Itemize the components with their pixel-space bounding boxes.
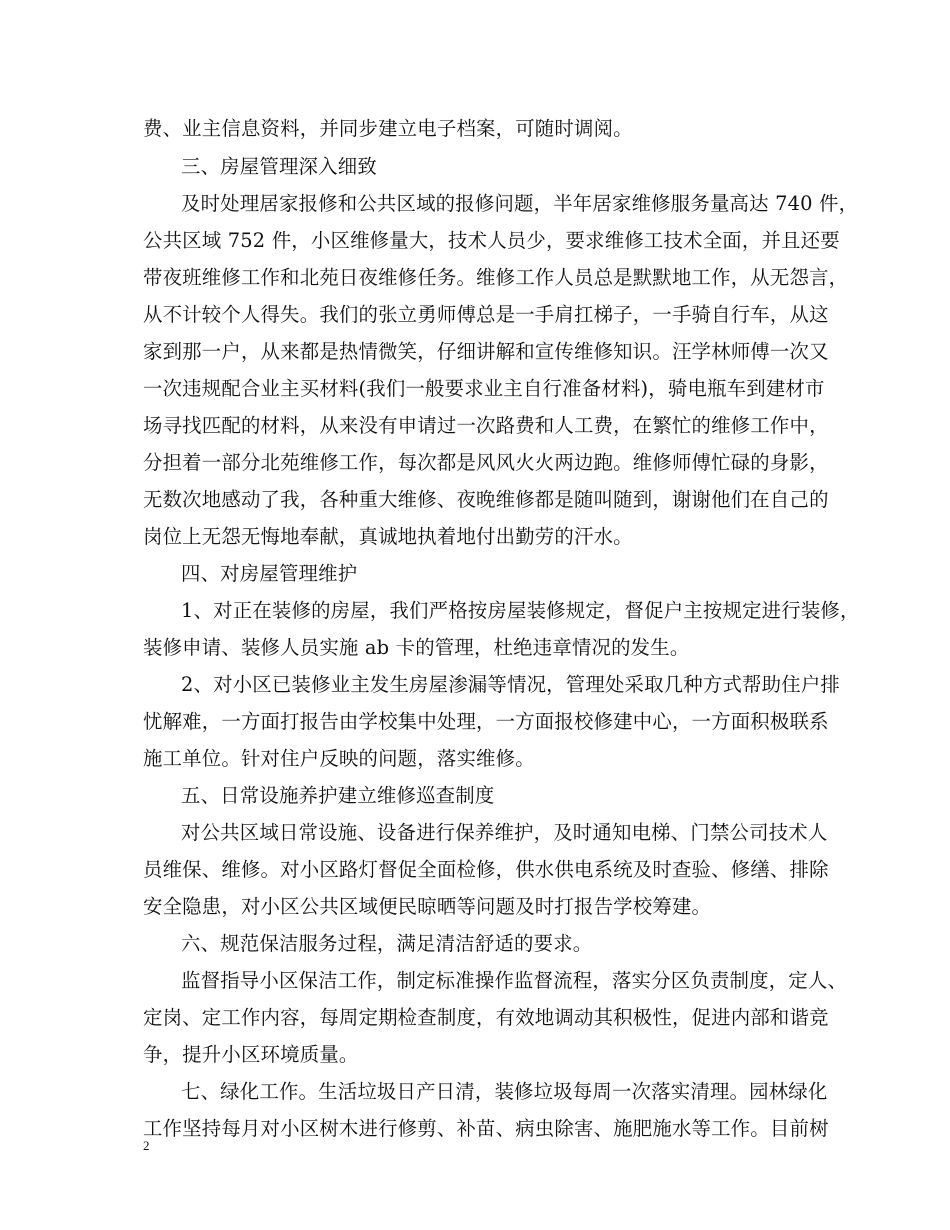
text-line: 定岗、定工作内容，每周定期检查制度，有效地调动其积极性，促进内部和谐竞 [143, 1006, 829, 1029]
text-line: 忧解难，一方面打报告由学校集中处理，一方面报校修建中心，一方面积极联系 [143, 710, 829, 733]
text-line: 一次违规配合业主买材料(我们一般要求业主自行准备材料)，骑电瓶车到建材市 [143, 377, 825, 400]
text-line: 争，提升小区环境质量。 [143, 1043, 359, 1066]
section-heading: 三、房屋管理深入细致 [181, 155, 377, 178]
section-heading: 七、绿化工作。生活垃圾日产日清，装修垃圾每周一次落实清理。园林绿化 [181, 1080, 828, 1103]
text-line: 1、对正在装修的房屋，我们严格按房屋装修规定，督促户主按规定进行装修， [181, 599, 860, 622]
section-heading: 四、对房屋管理维护 [181, 562, 358, 585]
section-heading: 五、日常设施养护建立维修巡查制度 [181, 784, 495, 807]
section-heading: 六、规范保洁服务过程，满足清洁舒适的要求。 [181, 932, 593, 955]
text-line: 岗位上无怨无悔地奉献，真诚地执着地付出勤劳的汗水。 [143, 525, 633, 548]
text-line: 工作坚持每月对小区树木进行修剪、补苗、病虫除害、施肥施水等工作。目前树 [143, 1117, 829, 1140]
text-line: 施工单位。针对住户反映的问题，落实维修。 [143, 747, 535, 770]
text-line: 监督指导小区保洁工作，制定标准操作监督流程，落实分区负责制度，定人、 [181, 969, 848, 992]
text-line: 从不计较个人得失。我们的张立勇师傅总是一手肩扛梯子，一手骑自行车，从这 [143, 303, 829, 326]
text-line: 2、对小区已装修业主发生房屋渗漏等情况，管理处采取几种方式帮助住户排 [181, 673, 841, 696]
text-line: 家到那一户，从来都是热情微笑，仔细讲解和宣传维修知识。汪学林师傅一次又 [143, 340, 829, 363]
text-line: 及时处理居家报修和公共区域的报修问题，半年居家维修服务量高达 740 件， [181, 192, 859, 215]
text-line: 场寻找匹配的材料，从来没有申请过一次路费和人工费，在繁忙的维修工作中， [143, 414, 829, 437]
text-line: 费、业主信息资料，并同步建立电子档案，可随时调阅。 [143, 117, 633, 140]
text-line: 安全隐患，对小区公共区域便民晾晒等问题及时打报告学校筹建。 [143, 895, 712, 918]
text-line: 无数次地感动了我，各种重大维修、夜晚维修都是随叫随到，谢谢他们在自己的 [143, 488, 829, 511]
text-line: 带夜班维修工作和北苑日夜维修任务。维修工作人员总是默默地工作，从无怨言， [143, 266, 849, 289]
text-line: 装修申请、装修人员实施 ab 卡的管理，杜绝违章情况的发生。 [143, 636, 690, 659]
text-line: 对公共区域日常设施、设备进行保养维护，及时通知电梯、门禁公司技术人 [181, 821, 828, 844]
page-number: 2 [143, 1138, 150, 1153]
text-line: 员维保、维修。对小区路灯督促全面检修，供水供电系统及时查验、修缮、排除 [143, 858, 829, 881]
text-line: 分担着一部分北苑维修工作，每次都是风风火火两边跑。维修师傅忙碌的身影， [143, 451, 829, 474]
text-line: 公共区域 752 件，小区维修量大，技术人员少，要求维修工技术全面，并且还要 [143, 229, 840, 252]
